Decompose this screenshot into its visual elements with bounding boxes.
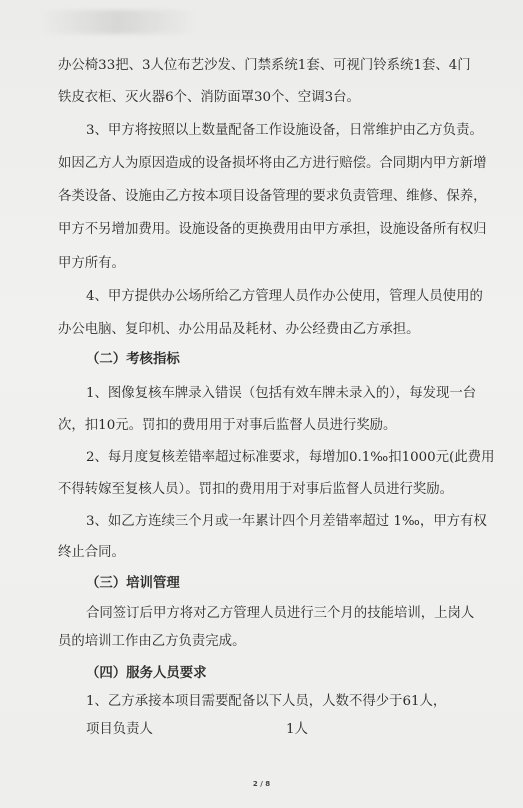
text-line: 3、甲方将按照以上数量配备工作设施设备，日常维护由乙方负责。 xyxy=(86,123,483,138)
text-line: 办公椅33把、3人位布艺沙发、门禁系统1套、可视门铃系统1套、4门 xyxy=(58,58,471,73)
text-line: 终止合同。 xyxy=(58,545,125,560)
text-line: 3、如乙方连续三个月或一年累计四个月差错率超过 1‰，甲方有权 xyxy=(86,514,487,529)
text-line: 2、每月度复核差错率超过标准要求，每增加0.1‰扣1000元(此费用 xyxy=(86,450,495,465)
text-line: 不得转嫁至复核人员）。罚扣的费用用于对事后监督人员进行奖励。 xyxy=(58,482,454,497)
text-line: 甲方所有。 xyxy=(58,256,125,271)
text-line: 办公电脑、复印机、办公用品及耗材、办公经费由乙方承担。 xyxy=(58,322,420,337)
text-line: 4、甲方提供办公场所给乙方管理人员作办公使用，管理人员使用的 xyxy=(86,289,483,304)
text-line: 1、图像复核车牌录入错误（包括有效车牌未录入的），每发现一台 xyxy=(86,386,477,401)
text-line: 各类设备、设施由乙方按本项目设备管理的要求负责管理、维修、保养， xyxy=(58,189,487,204)
section-heading: （二）考核指标 xyxy=(86,351,180,367)
section-heading: （四）服务人员要求 xyxy=(86,665,207,681)
text-line: 次，扣10元。罚扣的费用用于对事后监督人员进行奖励。 xyxy=(58,418,397,433)
table-cell-role: 项目负责人 xyxy=(86,722,153,737)
show-through-smudge xyxy=(38,10,198,34)
text-line: 员的培训工作由乙方负责完成。 xyxy=(58,634,246,649)
text-line: 1、乙方承接本项目需要配备以下人员，人数不得少于61人， xyxy=(86,694,447,709)
text-line: 甲方不另增加费用。设施设备的更换费用由甲方承担，设施设备所有权归 xyxy=(58,222,487,237)
text-line: 如因乙方人为原因造成的设备损坏将由乙方进行赔偿。合同期内甲方新增 xyxy=(58,156,487,171)
table-cell-count: 1人 xyxy=(286,722,308,737)
text-line: 合同签订后甲方将对乙方管理人员进行三个月的技能培训，上岗人 xyxy=(86,606,475,621)
section-heading: （三）培训管理 xyxy=(86,575,180,591)
page-number: 2 / 8 xyxy=(252,780,271,788)
text-line: 铁皮衣柜、灭火器6个、消防面罩30个、空调3台。 xyxy=(58,90,360,105)
